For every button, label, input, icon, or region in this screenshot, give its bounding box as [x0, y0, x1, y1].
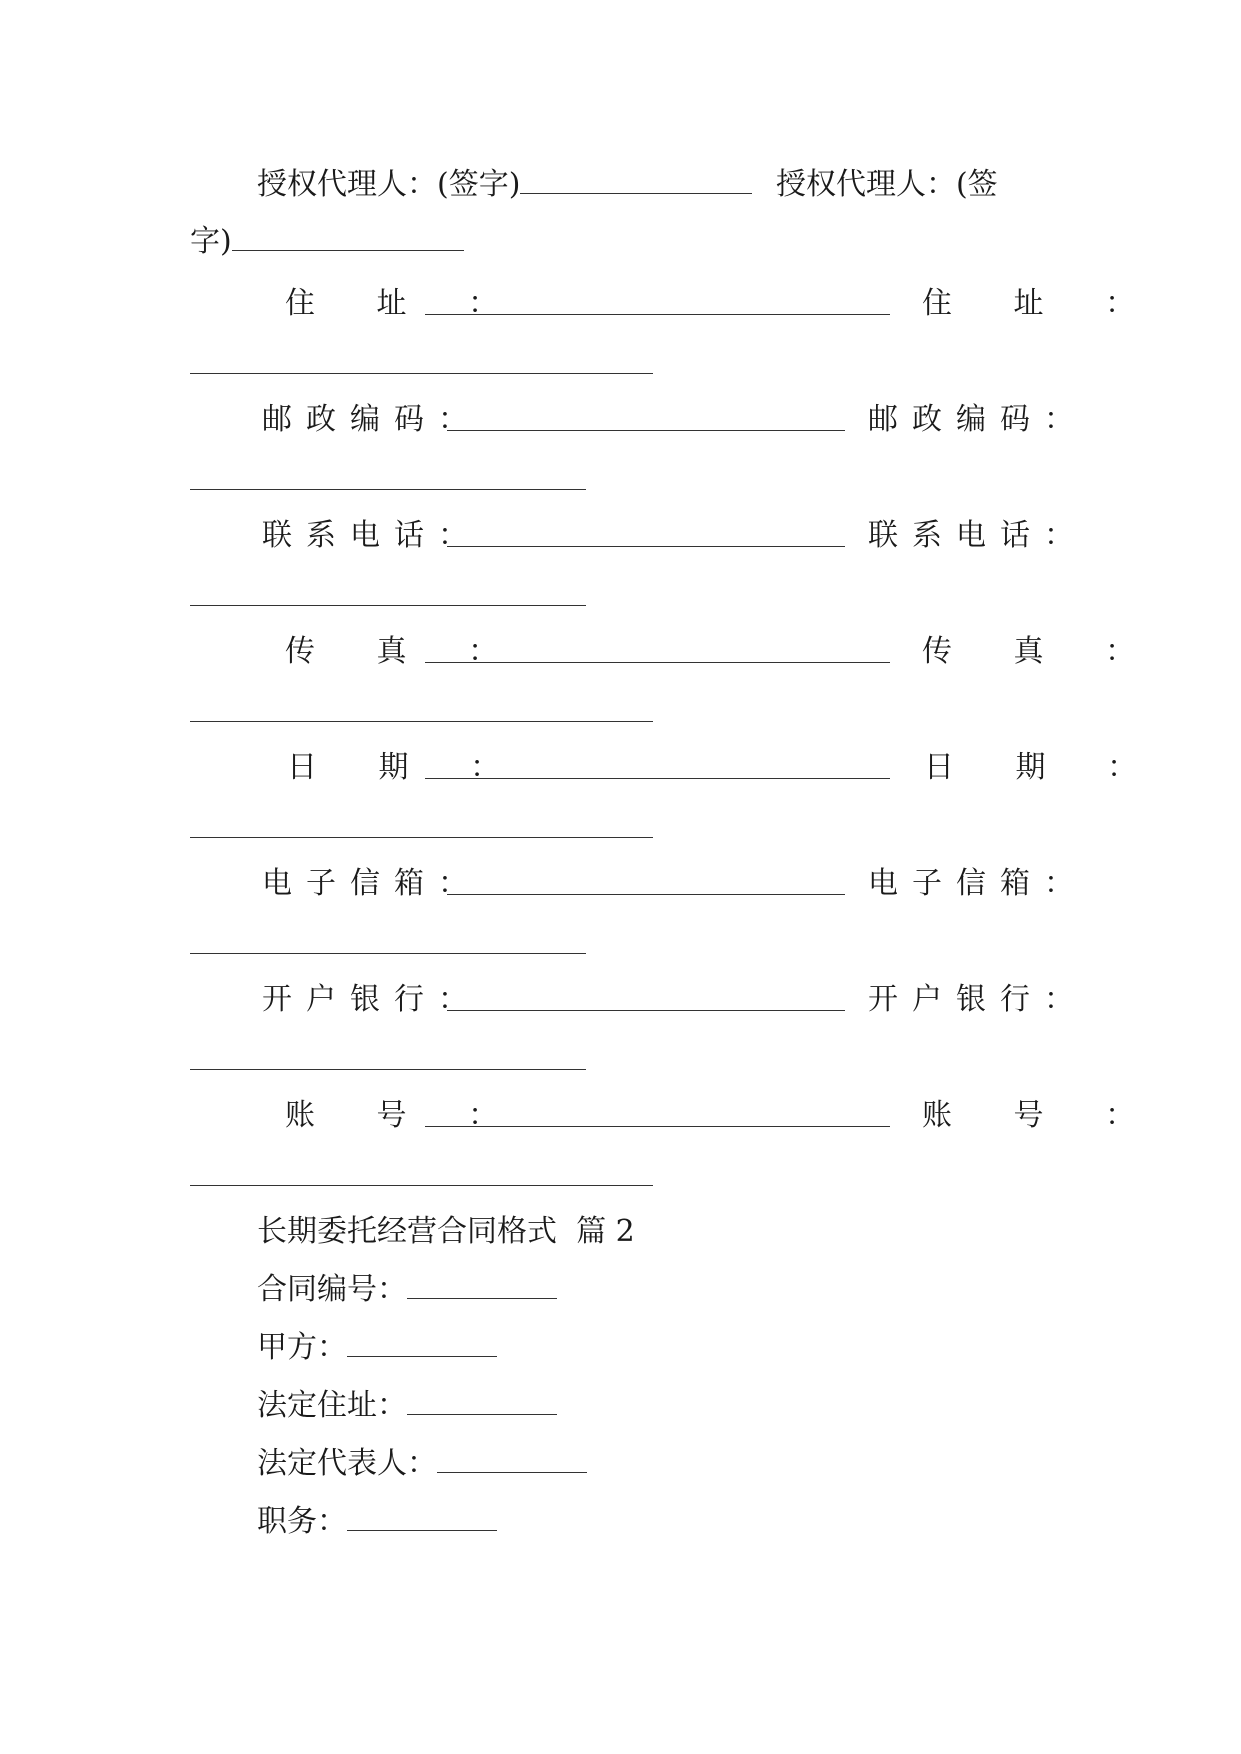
party-a-row [257, 1328, 497, 1368]
date-blank-right[interactable] [190, 837, 653, 838]
agent-signature-blank-right[interactable] [232, 222, 464, 251]
legal-address-blank[interactable] [407, 1386, 557, 1415]
date-label-left: 日 期 ： [287, 750, 527, 785]
fax-blank-left[interactable] [425, 662, 890, 663]
email-blank-right[interactable] [190, 953, 586, 954]
agent-signature-row [257, 165, 998, 205]
party-a-label: 甲方： [257, 1330, 347, 1365]
legal-rep-blank[interactable] [437, 1444, 587, 1473]
postcode-blank-left[interactable] [447, 430, 845, 431]
contract-number-blank[interactable] [407, 1270, 557, 1299]
legal-address-label: 法定住址： [257, 1388, 407, 1423]
legal-rep-row [257, 1444, 587, 1484]
email-label-left: 电子信箱： [262, 866, 482, 901]
phone-blank-right[interactable] [190, 605, 586, 606]
position-label: 职务： [257, 1504, 347, 1539]
party-a-blank[interactable] [347, 1328, 497, 1357]
bank-label-right: 开户银行： [868, 982, 1088, 1017]
fax-label-left: 传 真 ： [285, 634, 525, 669]
phone-blank-left[interactable] [447, 546, 845, 547]
contract-number-label: 合同编号： [257, 1272, 407, 1307]
account-label-right: 账 号 ： [922, 1098, 1162, 1133]
address-label-left: 住 址 ： [285, 286, 525, 321]
legal-rep-label: 法定代表人： [257, 1446, 437, 1481]
postcode-blank-right[interactable] [190, 489, 586, 490]
email-label-right: 电子信箱： [868, 866, 1088, 901]
postcode-label-right: 邮政编码： [868, 402, 1088, 437]
bank-blank-left[interactable] [447, 1010, 845, 1011]
position-row [257, 1502, 497, 1542]
date-label-right: 日 期 ： [924, 750, 1164, 785]
address-label-right: 住 址 ： [922, 286, 1162, 321]
agent-signature-blank-left[interactable] [520, 165, 752, 194]
section-title: 长期委托经营合同格式 篇 2 [257, 1214, 635, 1249]
date-blank-left[interactable] [425, 778, 890, 779]
account-blank-left[interactable] [425, 1126, 890, 1127]
bank-label-left: 开户银行： [262, 982, 482, 1017]
agent-signature-row-cont [190, 222, 464, 262]
agent-label-right: 授权代理人：(签 [775, 167, 998, 202]
contract-number-row [257, 1270, 557, 1310]
postcode-label-left: 邮政编码： [262, 402, 482, 437]
fax-label-right: 传 真 ： [922, 634, 1162, 669]
position-blank[interactable] [347, 1502, 497, 1531]
agent-label-right-cont: 字) [190, 224, 232, 259]
address-blank-left[interactable] [425, 314, 890, 315]
account-blank-right[interactable] [190, 1185, 653, 1186]
bank-blank-right[interactable] [190, 1069, 586, 1070]
email-blank-left[interactable] [447, 894, 845, 895]
address-blank-right[interactable] [190, 373, 653, 374]
phone-label-left: 联系电话： [262, 518, 482, 553]
legal-address-row [257, 1386, 557, 1426]
agent-label-left: 授权代理人：(签字) [257, 167, 521, 202]
account-label-left: 账 号 ： [285, 1098, 525, 1133]
fax-blank-right[interactable] [190, 721, 653, 722]
phone-label-right: 联系电话： [868, 518, 1088, 553]
